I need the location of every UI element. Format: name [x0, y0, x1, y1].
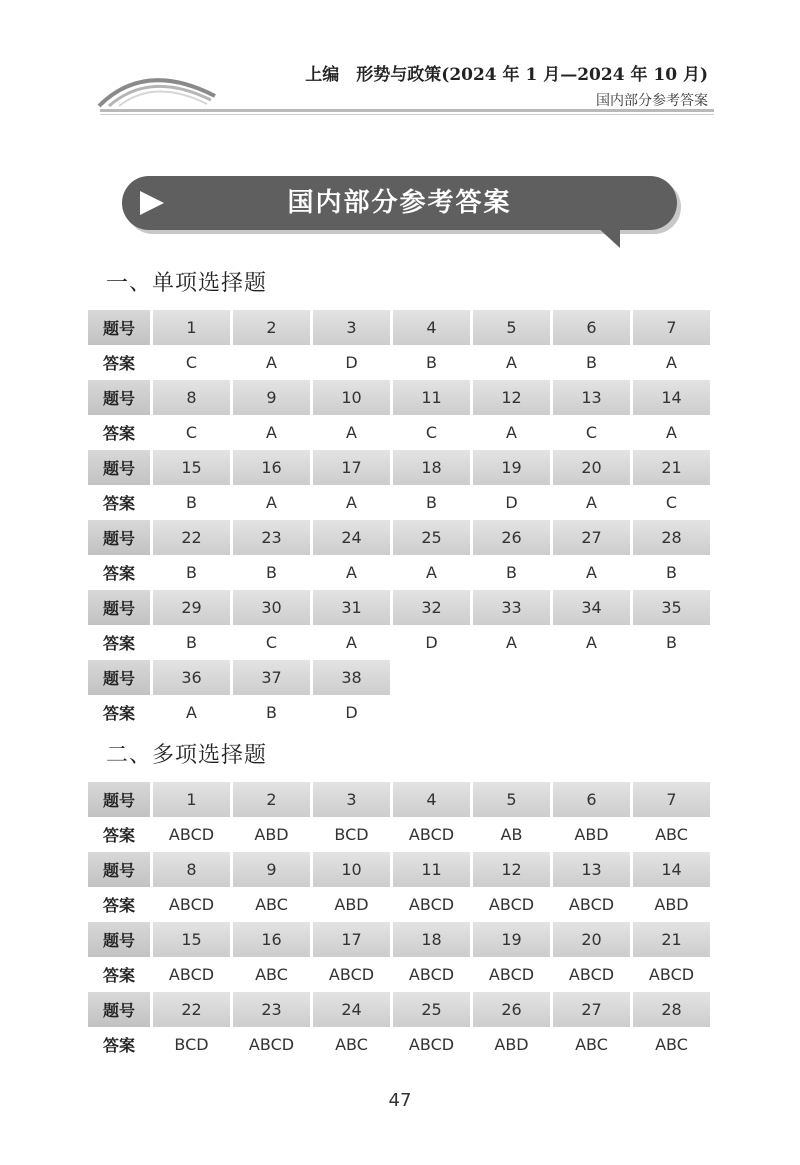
header-divider: [100, 109, 714, 112]
answer-cell: ABCD: [248, 1035, 295, 1054]
empty-cell: [553, 660, 630, 695]
question-number-cell: 11: [393, 852, 470, 887]
question-number-cell: 8: [153, 380, 230, 415]
question-number-cell: 25: [393, 992, 470, 1027]
answer-cell: ABCD: [168, 895, 215, 914]
answer-cell: ABC: [655, 825, 688, 844]
empty-cell: [473, 660, 550, 695]
answer-cell: ABD: [334, 895, 369, 914]
answer-cell: A: [346, 423, 357, 442]
answer-row: [88, 817, 710, 852]
banner-title: 国内部分参考答案: [287, 188, 512, 218]
answer-cell: ABCD: [408, 895, 455, 914]
question-number-cell: 11: [393, 380, 470, 415]
answer-cell: ABD: [574, 825, 609, 844]
multiple-choice-answer-grid: [88, 782, 710, 1062]
question-number-cell: 16: [233, 450, 310, 485]
answer-cell: B: [186, 633, 197, 652]
answer-cell: A: [666, 353, 677, 372]
answer-cell: ABCD: [568, 895, 615, 914]
answer-row-label: 答案: [102, 1036, 135, 1055]
answer-cell: ABCD: [568, 965, 615, 984]
answer-cell: ABCD: [488, 895, 535, 914]
question-number-cell: 18: [393, 922, 470, 957]
answer-row-label: 答案: [102, 704, 135, 723]
answer-cell: ABCD: [168, 965, 215, 984]
answer-row-label: 答案: [102, 966, 135, 985]
empty-cell: [633, 660, 710, 695]
question-number-cell: 26: [473, 520, 550, 555]
question-number-cell: 26: [473, 992, 550, 1027]
question-number-row: [88, 782, 710, 817]
answer-cell: ABCD: [408, 965, 455, 984]
question-number-cell: 20: [553, 450, 630, 485]
answer-cell: D: [505, 493, 518, 512]
answer-row: [88, 555, 710, 590]
question-number-cell: 14: [633, 852, 710, 887]
question-row-label: 题号: [88, 852, 150, 887]
answer-cell: ABCD: [488, 965, 535, 984]
question-number-cell: 29: [153, 590, 230, 625]
question-number-cell: 34: [553, 590, 630, 625]
question-number-cell: 8: [153, 852, 230, 887]
answer-cell: A: [666, 423, 677, 442]
question-number-cell: 3: [313, 782, 390, 817]
question-number-cell: 10: [313, 380, 390, 415]
empty-cell: [473, 695, 550, 730]
question-number-cell: 6: [553, 782, 630, 817]
question-number-cell: 2: [233, 782, 310, 817]
answer-row-label: 答案: [102, 634, 135, 653]
answer-cell: A: [506, 423, 517, 442]
question-number-cell: 12: [473, 380, 550, 415]
answer-cell: A: [266, 353, 277, 372]
answer-cell: B: [186, 563, 197, 582]
question-number-cell: 24: [313, 992, 390, 1027]
answer-cell: BCD: [334, 825, 369, 844]
answer-row: [88, 415, 710, 450]
answer-cell: B: [426, 493, 437, 512]
empty-cell: [633, 695, 710, 730]
header-arc-decoration: [95, 60, 225, 110]
answer-cell: B: [266, 703, 277, 722]
answer-row-label: 答案: [102, 354, 135, 373]
answer-cell: C: [185, 353, 198, 372]
question-number-cell: 3: [313, 310, 390, 345]
question-row-label: 题号: [88, 520, 150, 555]
question-number-cell: 17: [313, 922, 390, 957]
answer-cell: A: [586, 493, 597, 512]
question-number-cell: 7: [633, 310, 710, 345]
answer-row: [88, 1027, 710, 1062]
question-row-label: 题号: [88, 782, 150, 817]
question-number-cell: 27: [553, 992, 630, 1027]
header-divider-thin: [100, 114, 714, 115]
question-number-cell: 19: [473, 450, 550, 485]
answer-cell: ABCD: [328, 965, 375, 984]
question-number-cell: 5: [473, 782, 550, 817]
answer-cell: ABC: [255, 895, 288, 914]
answer-cell: B: [426, 353, 437, 372]
answer-cell: ABC: [335, 1035, 368, 1054]
question-number-cell: 32: [393, 590, 470, 625]
banner-tail-decoration: [596, 226, 620, 248]
empty-cell: [393, 660, 470, 695]
question-number-cell: 36: [153, 660, 230, 695]
question-number-cell: 31: [313, 590, 390, 625]
question-row-label: 题号: [88, 992, 150, 1027]
answer-cell: ABCD: [408, 825, 455, 844]
answer-row-label: 答案: [102, 494, 135, 513]
page-number: 47: [388, 1090, 412, 1111]
question-number-cell: 18: [393, 450, 470, 485]
answer-cell: ABD: [494, 1035, 529, 1054]
question-row-label: 题号: [88, 310, 150, 345]
question-number-cell: 22: [153, 992, 230, 1027]
answer-cell: A: [426, 563, 437, 582]
single-choice-title: 一、单项选择题: [106, 271, 268, 296]
answer-cell: B: [266, 563, 277, 582]
question-number-cell: 9: [233, 852, 310, 887]
answer-cell: AB: [500, 825, 523, 844]
question-number-row: [88, 520, 710, 555]
answer-cell: ABCD: [408, 1035, 455, 1054]
answer-row: [88, 695, 710, 730]
empty-cell: [393, 695, 470, 730]
answer-row: [88, 345, 710, 380]
question-number-cell: 37: [233, 660, 310, 695]
answer-cell: C: [425, 423, 438, 442]
answer-cell: B: [186, 493, 197, 512]
answer-cell: D: [345, 703, 358, 722]
question-number-cell: 4: [393, 782, 470, 817]
question-number-cell: 22: [153, 520, 230, 555]
question-number-cell: 7: [633, 782, 710, 817]
question-number-cell: 21: [633, 450, 710, 485]
question-number-row: [88, 450, 710, 485]
question-number-cell: 23: [233, 520, 310, 555]
question-number-cell: 27: [553, 520, 630, 555]
answer-cell: ABC: [575, 1035, 608, 1054]
question-number-cell: 21: [633, 922, 710, 957]
question-number-cell: 5: [473, 310, 550, 345]
answer-row-label: 答案: [102, 826, 135, 845]
question-number-cell: 28: [633, 992, 710, 1027]
answer-cell: A: [186, 703, 197, 722]
question-number-cell: 20: [553, 922, 630, 957]
answer-cell: D: [425, 633, 438, 652]
question-number-cell: 1: [153, 310, 230, 345]
question-number-cell: 6: [553, 310, 630, 345]
question-number-cell: 13: [553, 380, 630, 415]
header-subtitle: 国内部分参考答案: [596, 93, 708, 109]
question-row-label: 题号: [88, 590, 150, 625]
answer-cell: C: [665, 493, 678, 512]
answer-cell: D: [345, 353, 358, 372]
question-number-cell: 17: [313, 450, 390, 485]
answer-cell: ABD: [654, 895, 689, 914]
answer-row: [88, 957, 710, 992]
answer-row: [88, 485, 710, 520]
answer-cell: B: [666, 633, 677, 652]
header-title: 上编 形势与政策(2024 年 1 月—2024 年 10 月): [305, 65, 708, 85]
question-number-row: [88, 922, 710, 957]
empty-cell: [553, 695, 630, 730]
answer-cell: A: [586, 633, 597, 652]
answer-cell: ABD: [254, 825, 289, 844]
multiple-choice-title: 二、多项选择题: [106, 743, 268, 768]
question-number-row: [88, 852, 710, 887]
answer-row: [88, 887, 710, 922]
answer-row: [88, 625, 710, 660]
question-number-cell: 9: [233, 380, 310, 415]
question-number-cell: 15: [153, 450, 230, 485]
question-number-cell: 38: [313, 660, 390, 695]
answer-cell: A: [346, 563, 357, 582]
answer-cell: BCD: [174, 1035, 209, 1054]
question-number-cell: 16: [233, 922, 310, 957]
answer-cell: B: [506, 563, 517, 582]
question-number-cell: 24: [313, 520, 390, 555]
question-row-label: 题号: [88, 380, 150, 415]
question-row-label: 题号: [88, 660, 150, 695]
question-number-row: [88, 590, 710, 625]
question-number-cell: 23: [233, 992, 310, 1027]
question-number-cell: 4: [393, 310, 470, 345]
question-number-cell: 30: [233, 590, 310, 625]
answer-cell: ABCD: [168, 825, 215, 844]
answer-cell: A: [506, 633, 517, 652]
answer-cell: A: [346, 633, 357, 652]
question-number-cell: 25: [393, 520, 470, 555]
question-number-row: [88, 380, 710, 415]
question-row-label: 题号: [88, 922, 150, 957]
answer-row-label: 答案: [102, 564, 135, 583]
answer-row-label: 答案: [102, 896, 135, 915]
answer-cell: B: [666, 563, 677, 582]
answer-cell: C: [585, 423, 598, 442]
answer-cell: A: [266, 423, 277, 442]
answer-cell: C: [185, 423, 198, 442]
question-number-row: [88, 992, 710, 1027]
question-number-cell: 19: [473, 922, 550, 957]
answer-cell: B: [586, 353, 597, 372]
question-number-cell: 13: [553, 852, 630, 887]
answer-cell: ABCD: [648, 965, 695, 984]
question-number-cell: 12: [473, 852, 550, 887]
question-number-cell: 28: [633, 520, 710, 555]
question-number-cell: 10: [313, 852, 390, 887]
answer-cell: C: [265, 633, 278, 652]
question-number-row: [88, 310, 710, 345]
question-number-row: [88, 660, 710, 695]
question-number-cell: 35: [633, 590, 710, 625]
single-choice-answer-grid: [88, 310, 710, 730]
question-number-cell: 1: [153, 782, 230, 817]
question-row-label: 题号: [88, 450, 150, 485]
answer-cell: ABC: [255, 965, 288, 984]
answer-cell: A: [346, 493, 357, 512]
question-number-cell: 33: [473, 590, 550, 625]
answer-cell: ABC: [655, 1035, 688, 1054]
answer-cell: A: [266, 493, 277, 512]
answer-row-label: 答案: [102, 424, 135, 443]
section-banner: [122, 176, 677, 230]
question-number-cell: 2: [233, 310, 310, 345]
question-number-cell: 14: [633, 380, 710, 415]
answer-cell: A: [506, 353, 517, 372]
question-number-cell: 15: [153, 922, 230, 957]
answer-cell: A: [586, 563, 597, 582]
